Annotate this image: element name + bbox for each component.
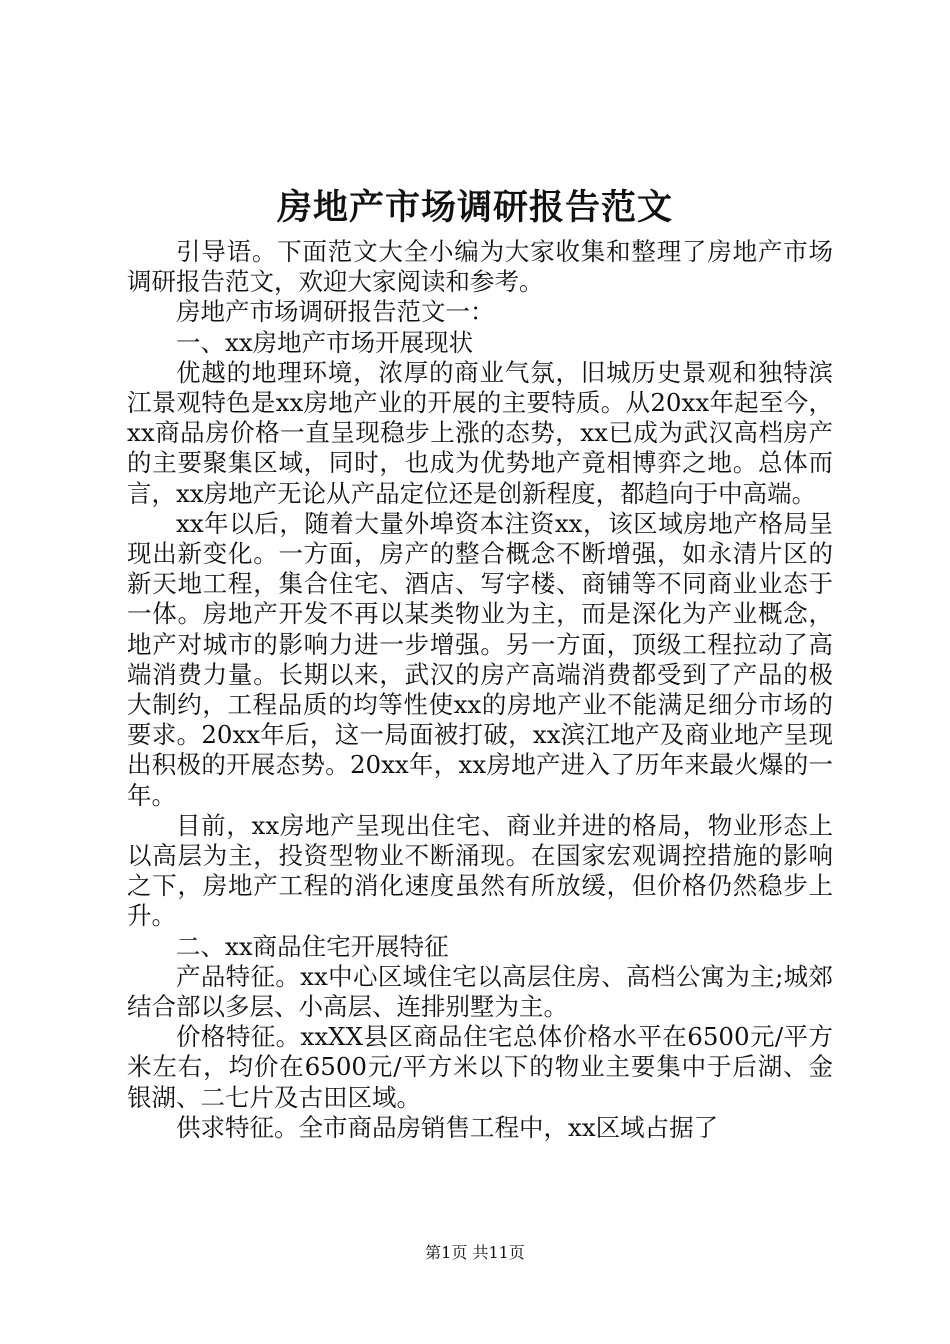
page-number-footer: 第1页 共11页 xyxy=(425,1243,525,1262)
paragraph: 产品特征。xx中心区域住宅以高层住房、高档公寓为主;城郊结合部以多层、小高层、连排别墅为主。 xyxy=(127,961,833,1022)
document-title: 房地产市场调研报告范文 xyxy=(276,187,673,228)
paragraph-intro: 引导语。下面范文大全小编为大家收集和整理了房地产市场调研报告范文，欢迎大家阅读和参考。 xyxy=(127,237,833,297)
paragraph: 供求特征。全市商品房销售工程中，xx区域占据了 xyxy=(176,1112,719,1142)
document-body xyxy=(127,237,833,1143)
section-heading-1: 一、xx房地产市场开展现状 xyxy=(176,327,474,357)
paragraph: 优越的地理环境，浓厚的商业气氛，旧城历史景观和独特滨江景观特色是xx房地产业的开展的主要特质。从20xx年起至今，xx商品房价格一直呈现稳步上涨的态势，xx已成为武汉高档房产的主要聚集区域，同时，也成为优势地产竟相博弈之地。总体而言，xx房地产无论从产品定位还是创新程度，都趋向于中高端。 xyxy=(127,357,833,508)
paragraph-subtitle: 房地产市场调研报告范文一： xyxy=(176,297,495,327)
paragraph: 价格特征。xxXX县区商品住宅总体价格水平在6500元/平方米左右，均价在6500元/平方米以下的物业主要集中于后湖、金银湖、二七片及古田区域。 xyxy=(127,1022,833,1112)
section-heading-2: 二、xx商品住宅开展特征 xyxy=(176,931,449,961)
paragraph: xx年以后，随着大量外埠资本注资xx，该区域房地产格局呈现出新变化。一方面，房产的整合概念不断增强，如永清片区的新天地工程，集合住宅、酒店、写字楼、商铺等不同商业业态于一体。房地产开发不再以某类物业为主，而是深化为产业概念，地产对城市的影响力进一步增强。另一方面，顶级工程拉动了高端消费力量。长期以来，武汉的房产高端消费都受到了产品的极大制约，工程品质的均等性使xx的房地产业不能满足细分市场的要求。20xx年后，这一局面被打破，xx滨江地产及商业地产呈现出积极的开展态势。20xx年，xx房地产进入了历年来最火爆的一年。 xyxy=(127,508,833,810)
paragraph: 目前，xx房地产呈现出住宅、商业并进的格局，物业形态上以高层为主，投资型物业不断涌现。在国家宏观调控措施的影响之下，房地产工程的消化速度虽然有所放缓，但价格仍然稳步上升。 xyxy=(127,810,833,931)
